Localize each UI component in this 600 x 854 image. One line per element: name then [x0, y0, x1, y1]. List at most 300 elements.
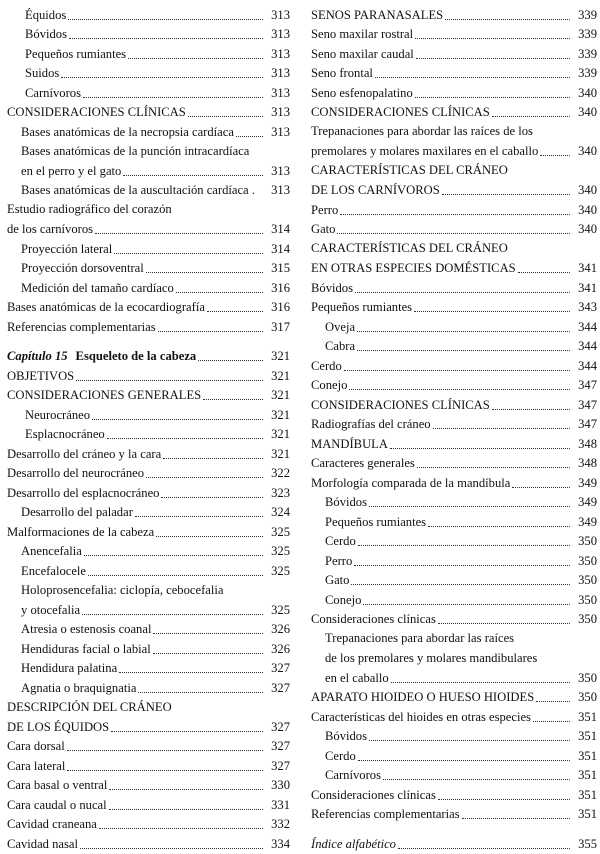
- toc-entry[interactable]: [311, 727, 597, 747]
- dot-leader: [363, 604, 570, 605]
- dot-leader: [109, 789, 263, 790]
- toc-entry[interactable]: [311, 532, 597, 552]
- entry-title: Cavidad craneana: [7, 817, 97, 831]
- page-number: 351: [578, 729, 597, 743]
- entry-title: Bases anatómicas de la auscultación cardíaca .: [21, 183, 255, 197]
- page-number: 351: [578, 787, 597, 802]
- toc-entry[interactable]: [311, 668, 597, 688]
- page-number: 313: [271, 105, 290, 119]
- page-number: 348: [578, 456, 597, 470]
- page-number: 314: [271, 241, 290, 256]
- entry-title: Trepanaciones para abordar las raíces de los: [311, 124, 533, 138]
- entry-title: Malformaciones de la cabeza: [7, 524, 155, 539]
- dot-leader: [518, 272, 570, 273]
- toc-entry[interactable]: [7, 620, 290, 640]
- page-number: 340: [578, 202, 597, 217]
- toc-entry[interactable]: [7, 278, 290, 298]
- dot-leader: [188, 116, 263, 117]
- toc-entry[interactable]: [7, 542, 290, 562]
- page-number: 313: [271, 27, 290, 41]
- entry-title: Consideraciones clínicas: [311, 612, 436, 626]
- page-number: 344: [578, 358, 597, 373]
- toc-entry[interactable]: [7, 678, 290, 698]
- page-number: 321: [271, 388, 290, 402]
- page-number: 349: [578, 495, 597, 509]
- entry-title: Hendidura palatina: [21, 661, 118, 675]
- page-number: 334: [271, 836, 290, 851]
- entry-title: [7, 347, 196, 366]
- dot-leader: [512, 487, 570, 488]
- dot-leader: [492, 116, 570, 117]
- toc-entry[interactable]: [7, 503, 290, 523]
- entry-title: y otocefalia: [21, 602, 81, 617]
- toc-entry[interactable]: [311, 434, 597, 454]
- toc-entry[interactable]: [311, 746, 597, 766]
- section-spacer: [311, 824, 597, 834]
- toc-entry[interactable]: [7, 298, 290, 318]
- dot-leader: [109, 809, 263, 810]
- dot-leader: [156, 536, 263, 537]
- dot-leader: [153, 653, 263, 654]
- toc-entry[interactable]: [311, 103, 597, 123]
- dot-leader: [416, 58, 570, 59]
- chapter-title: Esqueleto de la cabeza: [75, 349, 197, 363]
- page-number: 340: [578, 183, 597, 197]
- toc-entry[interactable]: [7, 815, 290, 835]
- dot-leader: [340, 214, 570, 215]
- page-number: 341: [578, 280, 597, 295]
- toc-entry[interactable]: [7, 834, 290, 854]
- entry-title: Cara dorsal: [7, 739, 65, 753]
- toc-entry[interactable]: [311, 317, 597, 337]
- entry-title: Bases anatómicas de la punción intracardíaca: [21, 143, 250, 158]
- page-number: 340: [578, 105, 597, 119]
- dot-leader: [135, 516, 263, 517]
- toc-entry[interactable]: [311, 278, 597, 298]
- page-number: 331: [271, 797, 290, 812]
- toc-entry[interactable]: [7, 317, 290, 337]
- dot-leader: [383, 779, 570, 780]
- page-number: 350: [578, 592, 597, 607]
- toc-entry[interactable]: [7, 522, 290, 542]
- page-number: 340: [578, 85, 597, 100]
- toc-entry[interactable]: [311, 200, 597, 220]
- chapter-heading[interactable]: [7, 347, 290, 367]
- page-number: 350: [578, 670, 597, 685]
- page-number: 351: [578, 807, 597, 821]
- toc-entry-line: [311, 122, 597, 142]
- toc-entry[interactable]: [7, 25, 290, 45]
- dot-leader: [357, 350, 570, 351]
- page-number: 327: [271, 661, 290, 675]
- toc-entry[interactable]: [311, 707, 597, 727]
- toc-entry[interactable]: [7, 483, 290, 503]
- page-number: 349: [578, 514, 597, 529]
- page-number: 321: [271, 368, 290, 383]
- entry-title: CARACTERÍSTICAS DEL CRÁNEO: [311, 163, 508, 177]
- entry-title: Perro: [325, 553, 353, 568]
- page-number: 321: [271, 349, 290, 363]
- page-number: 344: [578, 339, 597, 353]
- entry-title: CONSIDERACIONES GENERALES: [7, 388, 202, 402]
- page-number: 341: [578, 261, 597, 275]
- dot-leader: [163, 458, 263, 459]
- toc-entry[interactable]: [311, 766, 597, 786]
- page-number: 313: [271, 124, 290, 139]
- entry-title: de los premolares y molares mandibulares: [325, 650, 538, 665]
- entry-title: en el caballo: [325, 670, 389, 685]
- toc-entry[interactable]: [311, 805, 597, 825]
- toc-entry[interactable]: [7, 425, 290, 445]
- toc-entry-line: [7, 581, 290, 601]
- dot-leader: [357, 331, 570, 332]
- entry-title: Pequeños rumiantes: [325, 514, 427, 529]
- page-number: 325: [271, 563, 290, 578]
- page-number: 340: [578, 222, 597, 236]
- page-number: 323: [271, 485, 290, 500]
- entry-title: Desarrollo del neurocráneo: [7, 466, 145, 480]
- page-number: 327: [271, 719, 290, 734]
- dot-leader: [415, 97, 570, 98]
- toc-entry[interactable]: [7, 600, 290, 620]
- entry-title: Encefalocele: [21, 563, 87, 578]
- dot-leader: [198, 360, 263, 361]
- entry-title: Cavidad nasal: [7, 836, 78, 851]
- dot-leader: [236, 136, 263, 137]
- page-number: 327: [271, 739, 290, 753]
- entry-title: Caracteres generales: [311, 456, 415, 470]
- entry-title: Agnatia o braquignatia: [21, 680, 137, 695]
- dot-leader: [358, 545, 570, 546]
- toc-entry[interactable]: [7, 795, 290, 815]
- entry-title: Esplacnocráneo: [25, 427, 105, 441]
- dot-leader: [146, 272, 263, 273]
- toc-entry[interactable]: [7, 181, 290, 201]
- dot-leader: [123, 175, 263, 176]
- toc-entry-line: [7, 200, 290, 220]
- entry-title: DE LOS CARNÍVOROS: [311, 183, 440, 197]
- dot-leader: [438, 799, 570, 800]
- toc-entry[interactable]: [311, 298, 597, 318]
- dot-leader: [161, 497, 263, 498]
- entry-title: Pequeños rumiantes: [25, 46, 127, 61]
- page-number: 321: [271, 446, 290, 461]
- entry-title: Morfología comparada de la mandíbula: [311, 475, 511, 490]
- toc-entry-line: [7, 698, 290, 718]
- entry-title: DESCRIPCIÓN DEL CRÁNEO: [7, 699, 172, 714]
- toc-entry[interactable]: [7, 405, 290, 425]
- page-number: 332: [271, 817, 290, 831]
- toc-entry[interactable]: [311, 5, 597, 25]
- toc-entry[interactable]: [311, 493, 597, 513]
- dot-leader: [111, 731, 263, 732]
- entry-title: Bóvidos: [311, 280, 353, 295]
- toc-entry[interactable]: [7, 122, 290, 142]
- page-number: 349: [578, 475, 597, 490]
- page-number: 343: [578, 300, 597, 314]
- toc-entry-line: [311, 239, 597, 259]
- dot-leader: [153, 633, 263, 634]
- page-number: 339: [578, 7, 597, 22]
- page-number: 327: [271, 758, 290, 773]
- entry-title: Cara caudal o nucal: [7, 797, 107, 812]
- dot-leader: [67, 770, 263, 771]
- entry-title: Desarrollo del esplacnocráneo: [7, 485, 160, 500]
- toc-entry[interactable]: [311, 64, 597, 84]
- page-number: 326: [271, 622, 290, 636]
- page-number: 340: [578, 144, 597, 158]
- dot-leader: [351, 584, 570, 585]
- page-number: 316: [271, 280, 290, 295]
- entry-title: Gato: [311, 222, 336, 236]
- dot-leader: [92, 419, 263, 420]
- entry-title: Anencefalia: [21, 544, 82, 558]
- toc-entry[interactable]: [311, 571, 597, 591]
- dot-leader: [99, 828, 263, 829]
- dot-leader: [114, 253, 263, 254]
- page-number: 322: [271, 466, 290, 480]
- toc-entry[interactable]: [311, 395, 597, 415]
- toc-entry[interactable]: [311, 25, 597, 45]
- dot-leader: [462, 818, 570, 819]
- entry-title: CONSIDERACIONES CLÍNICAS: [311, 105, 490, 119]
- entry-title: EN OTRAS ESPECIES DOMÉSTICAS: [311, 261, 516, 275]
- dot-leader: [540, 155, 570, 156]
- toc-entry[interactable]: [311, 142, 597, 162]
- entry-title: Carnívoros: [25, 85, 81, 100]
- page-number: 355: [578, 836, 597, 851]
- entry-title: Estudio radiográfico del corazón: [7, 202, 172, 216]
- dot-leader: [398, 848, 570, 849]
- entry-title: Proyección dorsoventral: [21, 261, 144, 275]
- page-number: 325: [271, 602, 290, 617]
- page-number: 317: [271, 319, 290, 334]
- toc-entry-line: [311, 629, 597, 649]
- toc-entry[interactable]: [311, 415, 597, 435]
- toc-entry-line: [311, 161, 597, 181]
- page-number: 315: [271, 261, 290, 275]
- toc-entry[interactable]: [311, 551, 597, 571]
- toc-entry[interactable]: [311, 337, 597, 357]
- dot-leader: [492, 409, 570, 410]
- page-number: 327: [271, 680, 290, 695]
- page-number: 347: [578, 417, 597, 431]
- page-number: 339: [578, 27, 597, 41]
- page-number: 350: [578, 553, 597, 568]
- entry-title: Neurocráneo: [25, 407, 91, 422]
- entry-title: Consideraciones clínicas: [311, 787, 436, 802]
- page-number: 316: [271, 300, 290, 314]
- page-number: 325: [271, 524, 290, 539]
- toc-entry[interactable]: [311, 44, 597, 64]
- entry-title: en el perro y el gato: [21, 163, 122, 178]
- entry-title: Seno maxilar caudal: [311, 46, 414, 61]
- entry-title: Hendiduras facial o labial: [21, 641, 151, 656]
- page-number: 325: [271, 544, 290, 558]
- entry-title: Bases anatómicas de la necropsia cardíaca: [21, 124, 234, 139]
- toc-entry[interactable]: [311, 688, 597, 708]
- toc-entry[interactable]: [7, 161, 290, 181]
- dot-leader: [146, 477, 263, 478]
- entry-title: Cara basal o ventral: [7, 778, 108, 792]
- page-number: 350: [578, 534, 597, 548]
- toc-entry[interactable]: [7, 83, 290, 103]
- dot-leader: [337, 233, 570, 234]
- toc-entry[interactable]: [311, 259, 597, 279]
- dot-leader: [369, 506, 570, 507]
- dot-leader: [536, 701, 570, 702]
- section-spacer: [7, 337, 290, 347]
- dot-leader: [391, 682, 570, 683]
- entry-title: Cerdo: [325, 534, 356, 548]
- entry-title: Gato: [325, 573, 350, 587]
- toc-left-column: [7, 5, 290, 854]
- dot-leader: [358, 760, 570, 761]
- entry-title: Pequeños rumiantes: [311, 300, 413, 314]
- dot-leader: [203, 399, 263, 400]
- dot-leader: [207, 311, 263, 312]
- toc-entry[interactable]: [311, 83, 597, 103]
- toc-entry[interactable]: [7, 717, 290, 737]
- entry-title: Medición del tamaño cardíaco: [21, 280, 174, 295]
- page-number: 321: [271, 407, 290, 422]
- page-number: 351: [578, 748, 597, 763]
- toc-entry[interactable]: [7, 366, 290, 386]
- toc-entry[interactable]: [311, 473, 597, 493]
- dot-leader: [445, 19, 570, 20]
- dot-leader: [344, 370, 570, 371]
- page-number: 348: [578, 436, 597, 451]
- page-number: 347: [578, 378, 597, 392]
- toc-entry[interactable]: [7, 659, 290, 679]
- toc-entry[interactable]: [7, 444, 290, 464]
- entry-title: Trepanaciones para abordar las raíces: [325, 631, 515, 645]
- dot-leader: [369, 740, 570, 741]
- dot-leader: [83, 97, 263, 98]
- toc-entry[interactable]: [7, 776, 290, 796]
- toc-entry[interactable]: [311, 356, 597, 376]
- dot-leader: [354, 565, 570, 566]
- dot-leader: [390, 448, 570, 449]
- dot-leader: [76, 380, 263, 381]
- toc-entry[interactable]: [7, 239, 290, 259]
- entry-title: CONSIDERACIONES CLÍNICAS: [311, 397, 490, 412]
- entry-title: Carnívoros: [325, 768, 381, 782]
- entry-title: CONSIDERACIONES CLÍNICAS: [7, 105, 186, 119]
- dot-leader: [80, 848, 263, 849]
- toc-entry[interactable]: [7, 103, 290, 123]
- entry-title: Radiografías del cráneo: [311, 417, 431, 431]
- toc-entry[interactable]: [7, 561, 290, 581]
- dot-leader: [119, 672, 263, 673]
- page-number: 326: [271, 641, 290, 656]
- entry-title: Bóvidos: [325, 729, 367, 743]
- entry-title: Referencias complementarias: [311, 807, 460, 821]
- toc-entry[interactable]: [7, 5, 290, 25]
- entry-title: de los carnívoros: [7, 222, 94, 236]
- toc-entry[interactable]: [311, 785, 597, 805]
- dot-leader: [414, 311, 570, 312]
- dot-leader: [128, 58, 263, 59]
- toc-entry[interactable]: [7, 464, 290, 484]
- dot-leader: [82, 614, 263, 615]
- dot-leader: [438, 623, 570, 624]
- toc-entry[interactable]: [311, 590, 597, 610]
- page-number: 339: [578, 46, 597, 61]
- page-number: 313: [271, 46, 290, 61]
- page-number: 324: [271, 505, 290, 519]
- toc-entry[interactable]: [7, 44, 290, 64]
- toc-entry[interactable]: [311, 834, 597, 854]
- entry-title: Suidos: [25, 66, 60, 80]
- entry-title: Bases anatómicas de la ecocardiografía: [7, 300, 205, 314]
- toc-entry[interactable]: [311, 181, 597, 201]
- page-number: 321: [271, 427, 290, 441]
- toc-entry[interactable]: [7, 259, 290, 279]
- page-number: 350: [578, 690, 597, 704]
- toc-entry[interactable]: [311, 376, 597, 396]
- dot-leader: [375, 77, 570, 78]
- page-number: 339: [578, 66, 597, 80]
- dot-leader: [355, 292, 570, 293]
- dot-leader: [95, 233, 263, 234]
- toc-entry[interactable]: [7, 756, 290, 776]
- toc-entry[interactable]: [7, 220, 290, 240]
- entry-title: APARATO HIOIDEO O HUESO HIOIDES: [311, 690, 535, 704]
- toc-entry-line: [311, 649, 597, 669]
- entry-title: Seno esfenopalatino: [311, 85, 413, 100]
- toc-entry[interactable]: [7, 386, 290, 406]
- dot-leader: [61, 77, 263, 78]
- page-number: 313: [271, 163, 290, 178]
- entry-title: Cerdo: [311, 358, 342, 373]
- dot-leader: [433, 428, 570, 429]
- toc-entry[interactable]: [7, 737, 290, 757]
- entry-title: Équidos: [25, 7, 67, 22]
- entry-title: Oveja: [325, 319, 356, 334]
- entry-title: Perro: [311, 202, 339, 217]
- entry-title: CARACTERÍSTICAS DEL CRÁNEO: [311, 241, 508, 255]
- dot-leader: [67, 750, 263, 751]
- dot-leader: [176, 292, 263, 293]
- toc-entry[interactable]: [311, 610, 597, 630]
- entry-title: Características del hioides en otras especies: [311, 709, 531, 724]
- entry-title: Seno maxilar rostral: [311, 27, 414, 41]
- page-number: 314: [271, 222, 290, 236]
- entry-title: premolares y molares maxilares en el caballo: [311, 144, 539, 158]
- toc-entry[interactable]: [311, 512, 597, 532]
- toc-entry[interactable]: [7, 64, 290, 84]
- dot-leader: [84, 555, 263, 556]
- entry-title: Proyección lateral: [21, 241, 113, 256]
- page-number: 313: [271, 85, 290, 100]
- entry-title: Seno frontal: [311, 66, 373, 80]
- entry-title: Desarrollo del cráneo y la cara: [7, 446, 162, 461]
- dot-leader: [69, 38, 263, 39]
- entry-title: Cerdo: [325, 748, 356, 763]
- page-number: 330: [271, 778, 290, 792]
- page-number: 344: [578, 319, 597, 334]
- dot-leader: [533, 721, 570, 722]
- toc-entry[interactable]: [311, 220, 597, 240]
- entry-title: Desarrollo del paladar: [21, 505, 133, 519]
- page-number: 351: [578, 709, 597, 724]
- dot-leader: [107, 438, 263, 439]
- toc-entry[interactable]: [311, 454, 597, 474]
- entry-title: SENOS PARANASALES: [311, 7, 444, 22]
- dot-leader: [428, 526, 570, 527]
- toc-entry[interactable]: [7, 639, 290, 659]
